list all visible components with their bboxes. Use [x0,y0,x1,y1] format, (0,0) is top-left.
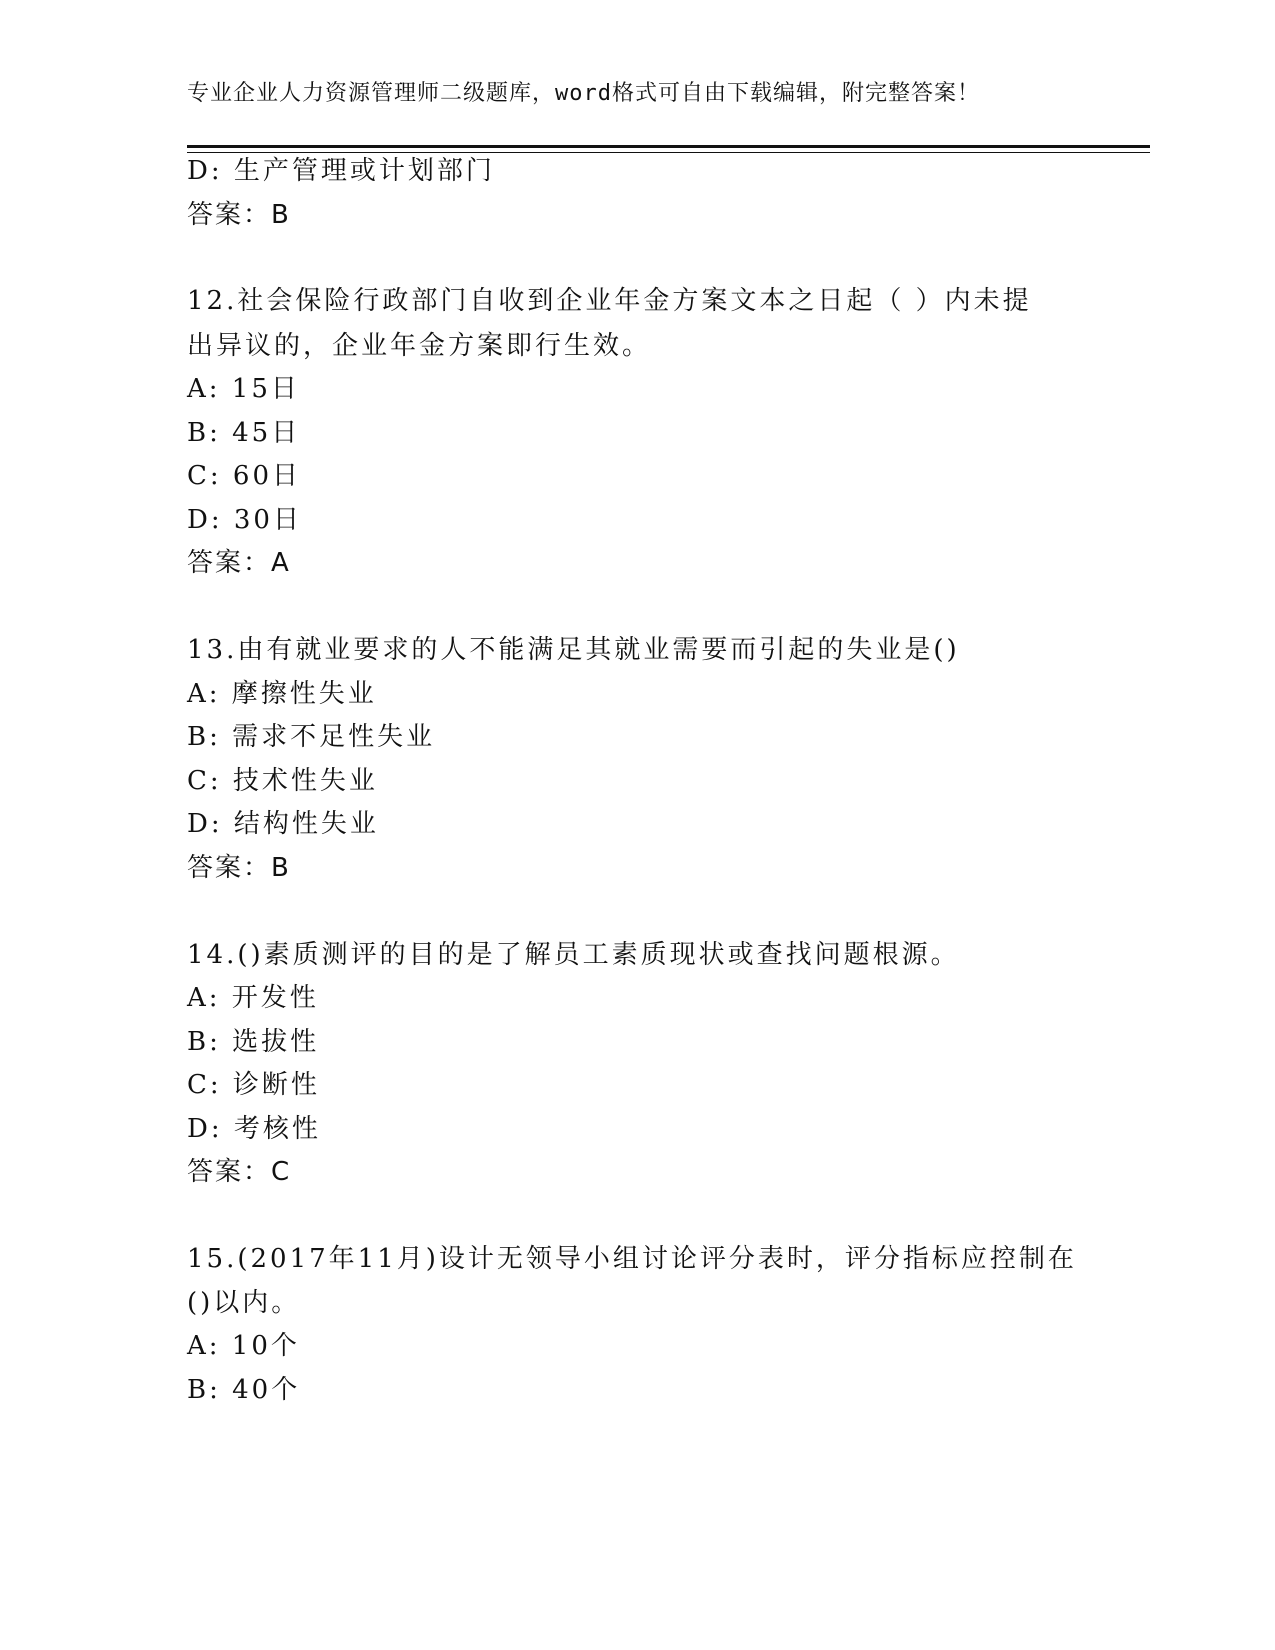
q15-stem-line2: ()以内。 [187,1288,301,1318]
q12-stem-line2: 出异议的，企业年金方案即行生效。 [187,331,652,361]
q14-option-c: C: 诊断性 [187,1070,320,1100]
q13-stem-line1: 13.由有就业要求的人不能满足其就业需要而引起的失业是() [187,635,960,665]
q13-option-c: C: 技术性失业 [187,766,378,796]
q14-stem-line1: 14.()素质测评的目的是了解员工素质现状或查找问题根源。 [187,940,960,970]
q13-option-b: B: 需求不足性失业 [187,722,436,752]
q14-option-b: B: 选拔性 [187,1027,320,1057]
q12-option-a: A: 15日 [187,374,300,404]
q15-stem-line1: 15.(2017年11月)设计无领导小组讨论评分表时，评分指标应控制在 [187,1244,1077,1274]
page-header: 专业企业人力资源管理师二级题库，word格式可自由下载编辑，附完整答案！ [187,81,980,106]
q14-answer: 答案：C [187,1157,292,1187]
q14-option-d: D: 考核性 [187,1114,321,1144]
q11-answer: 答案：B [187,200,291,230]
q15-option-b: B: 40个 [187,1375,301,1405]
q12-answer: 答案：A [187,548,291,578]
q13-option-d: D: 结构性失业 [187,809,379,839]
q11-option-d: D: 生产管理或计划部门 [187,156,495,186]
q13-option-a: A: 摩擦性失业 [187,679,377,709]
q13-answer: 答案：B [187,853,291,883]
q12-option-c: C: 60日 [187,461,302,491]
q12-option-d: D: 30日 [187,505,302,535]
q14-option-a: A: 开发性 [187,983,319,1013]
q12-stem-line1: 12.社会保险行政部门自收到企业年金方案文本之日起（ ）内未提 [187,286,1032,316]
q12-option-b: B: 45日 [187,418,301,448]
header-rule-thin [187,152,1150,153]
header-rule-thick [187,145,1150,148]
q15-option-a: A: 10个 [187,1331,300,1361]
